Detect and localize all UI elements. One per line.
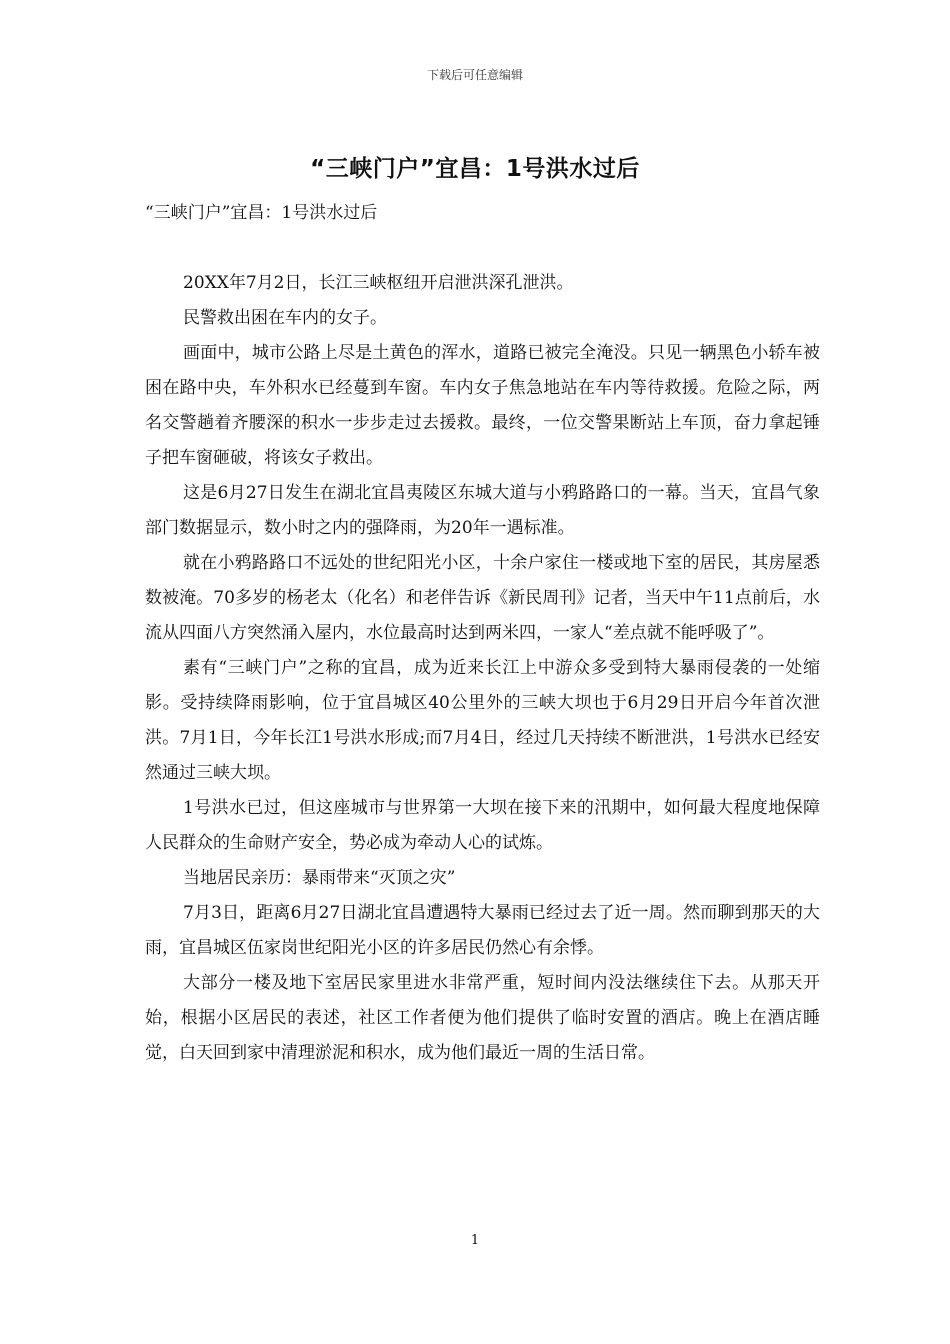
document-subtitle: “三峡门户”宜昌：1号洪水过后 — [145, 203, 378, 223]
paragraph: 大部分一楼及地下室居民家里进水非常严重，短时间内没法继续住下去。从那天开始，根据小区居民的表述，社区工作者便为他们提供了临时安置的酒店。晚上在酒店睡觉，白天回到家中清理淤泥和积水，成为他们最近一周的生活日常。 — [145, 973, 820, 1063]
paragraph: 就在小鸦路路口不远处的世纪阳光小区，十余户家住一楼或地下室的居民，其房屋悉数被淹。70多岁的杨老太（化名）和老伴告诉《新民周刊》记者，当天中午11点前后，水流从四面八方突然涌入屋内，水位最高时达到两米四，一家人“差点就不能呼吸了”。 — [145, 553, 820, 643]
document-title: “三峡门户”宜昌：1号洪水过后 — [310, 156, 640, 182]
section-heading: 当地居民亲历：暴雨带来“灭顶之灾” — [183, 868, 456, 888]
document-body — [145, 196, 820, 1071]
paragraph: 画面中，城市公路上尽是土黄色的浑水，道路已被完全淹没。只见一辆黑色小轿车被困在路中央，车外积水已经蔓到车窗。车内女子焦急地站在车内等待救援。危险之际，两名交警趟着齐腰深的积水一步步走过去援救。最终，一位交警果断站上车顶，奋力拿起锤子把车窗砸破，将该女子救出。 — [145, 343, 820, 468]
paragraph: 1号洪水已过，但这座城市与世界第一大坝在接下来的汛期中，如何最大程度地保障人民群众的生命财产安全，势必成为牵动人心的试炼。 — [145, 798, 820, 853]
paragraph: 7月3日，距离6月27日湖北宜昌遭遇特大暴雨已经过去了近一周。然而聊到那天的大雨，宜昌城区伍家岗世纪阳光小区的许多居民仍然心有余悸。 — [145, 903, 820, 958]
paragraph: 这是6月27日发生在湖北宜昌夷陵区东城大道与小鸦路路口的一幕。当天，宜昌气象部门数据显示，数小时之内的强降雨，为20年一遇标准。 — [145, 483, 820, 538]
paragraph: 20XX年7月2日，长江三峡枢纽开启泄洪深孔泄洪。 — [183, 273, 574, 293]
page-number: 1 — [470, 1233, 480, 1248]
paragraph: 素有“三峡门户”之称的宜昌，成为近来长江上中游众多受到特大暴雨侵袭的一处缩影。受持续降雨影响，位于宜昌城区40公里外的三峡大坝也于6月29日开启今年首次泄洪。7月1日，今年长江1号洪水形成;而7月4日，经过几天持续不断泄洪，1号洪水已经安然通过三峡大坝。 — [145, 658, 820, 783]
header-note: 下载后可任意编辑 — [426, 68, 523, 82]
paragraph: 民警救出困在车内的女子。 — [183, 308, 387, 328]
